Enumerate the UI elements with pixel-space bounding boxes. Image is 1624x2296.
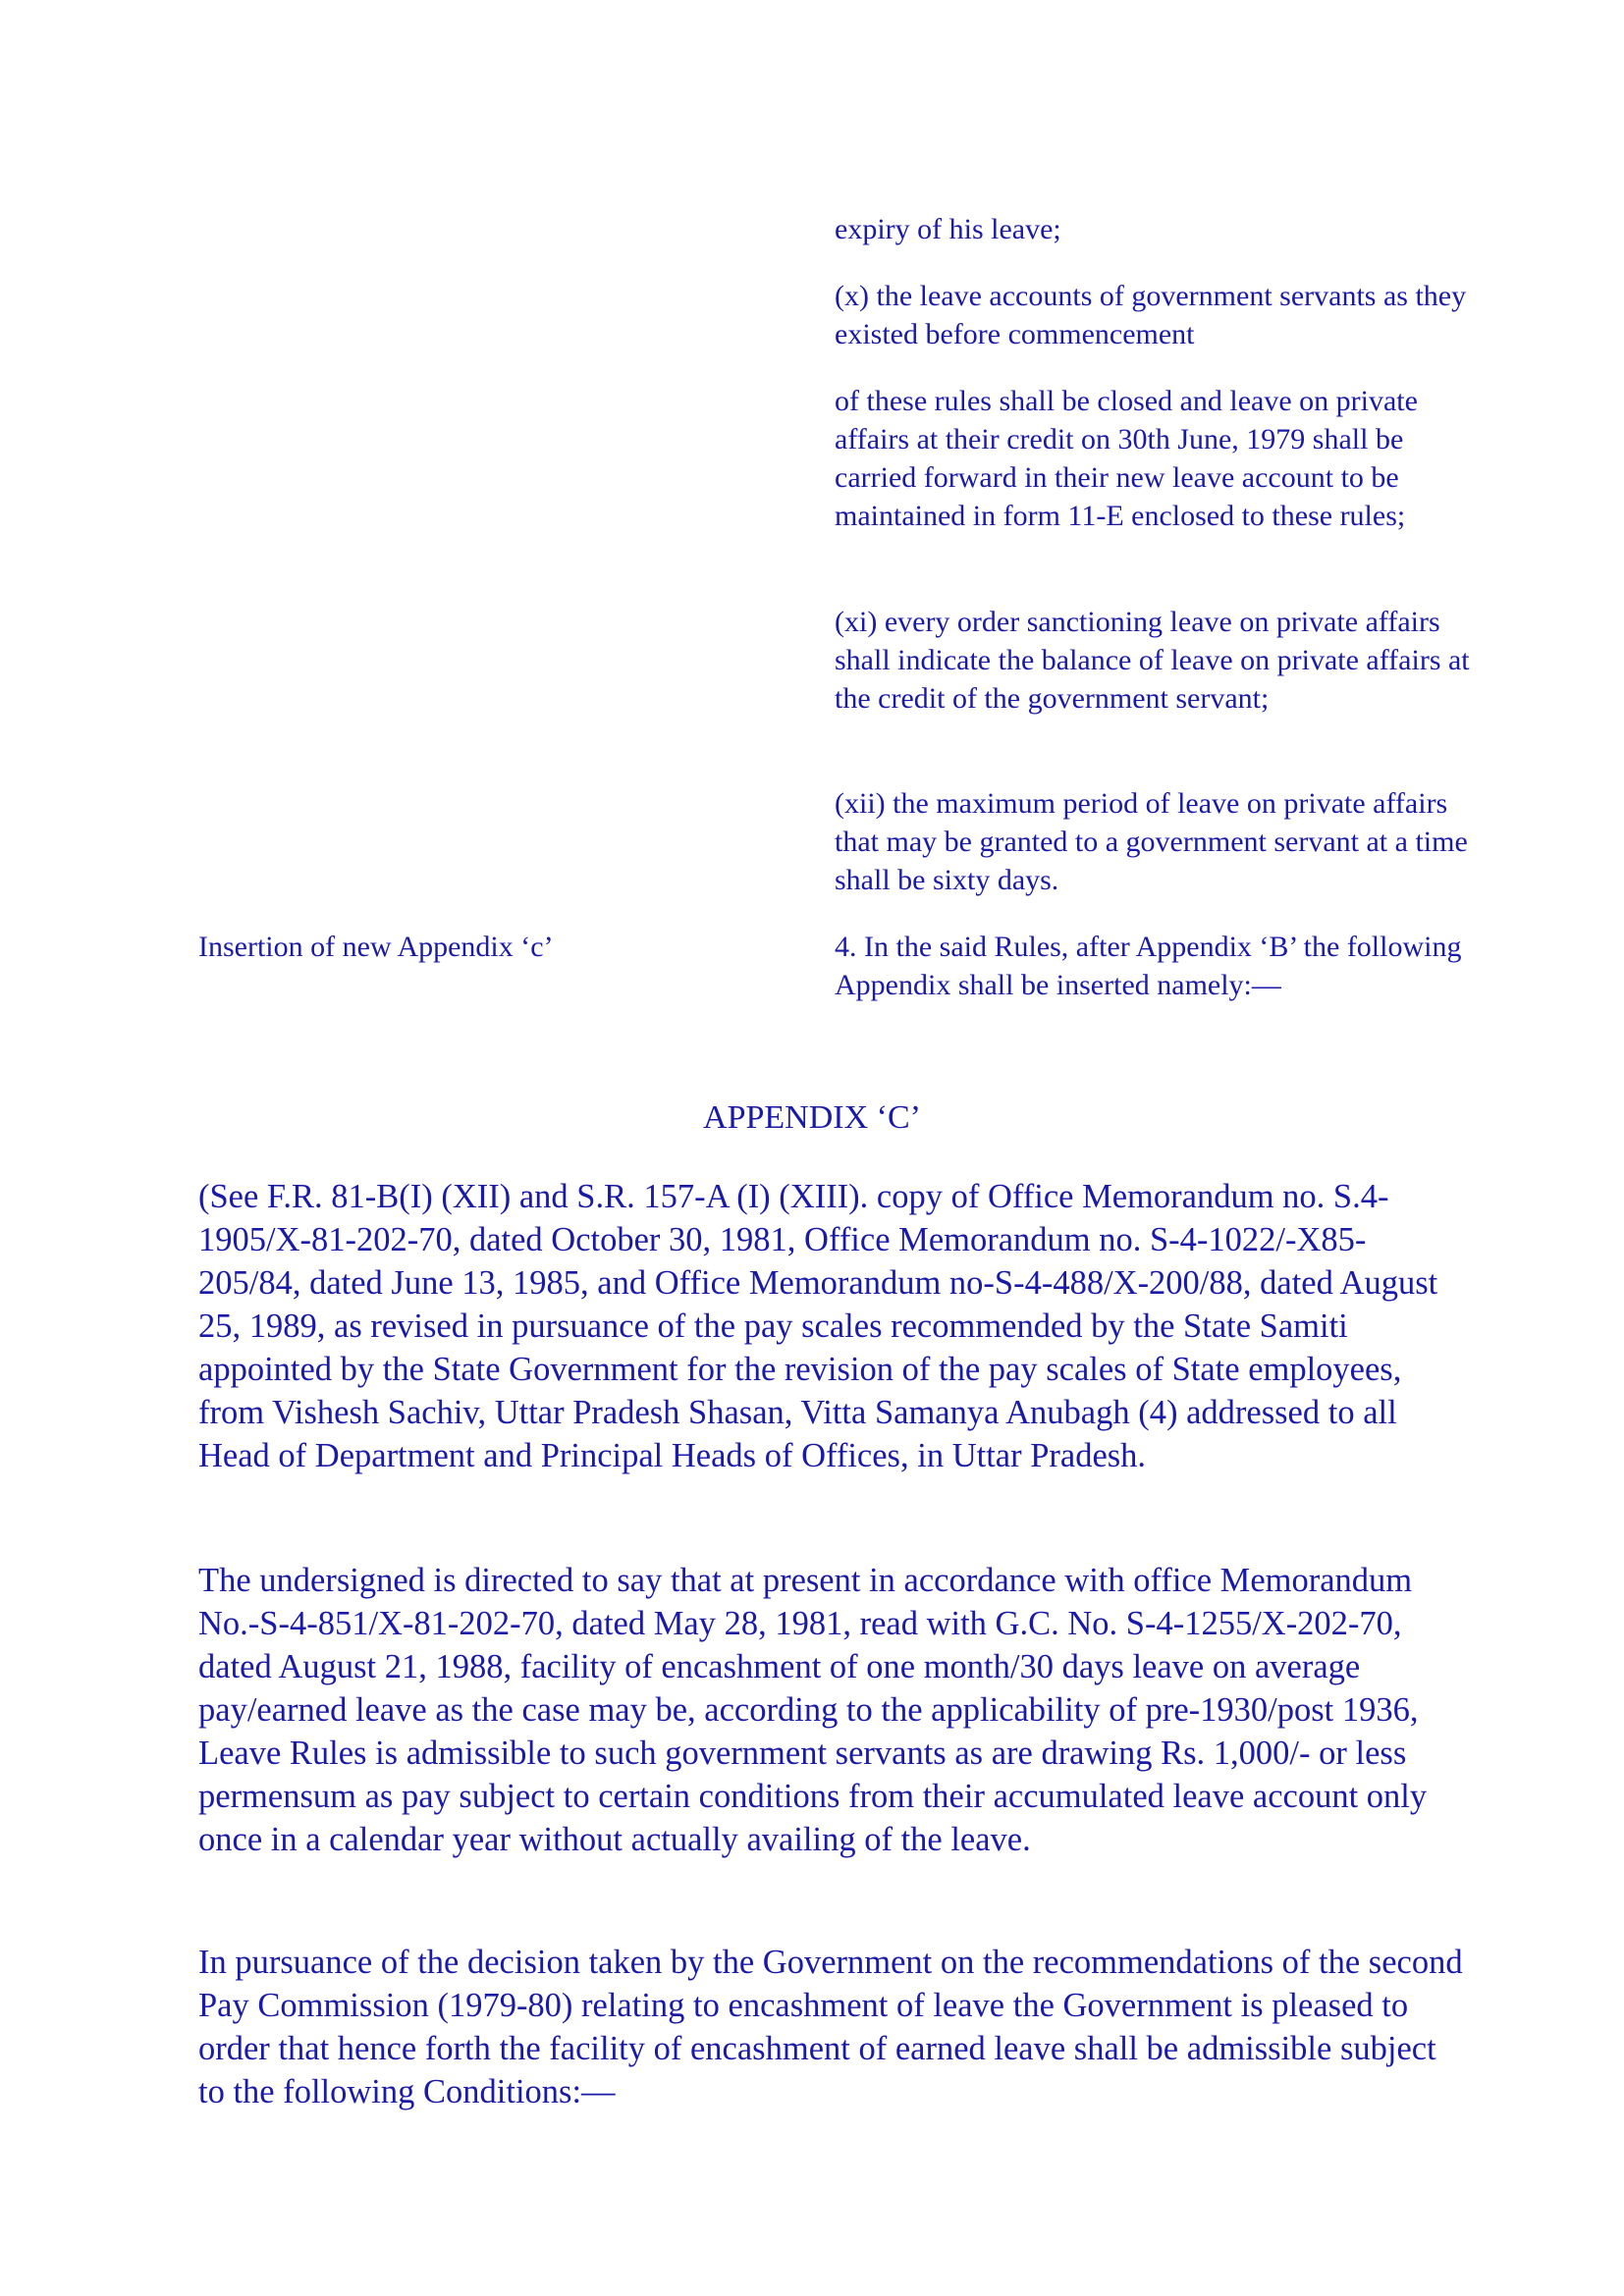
body-paragraph-3: In pursuance of the decision taken by the Government on the recommendations of the second Pay Commission (1979-80) relating to encashment of leave the Government is pleased to order that hence forth the facility of encashment of earned leave shall be admissible subject to the following Conditions:—	[198, 1944, 1463, 2110]
right-column-paragraph-1: expiry of his leave;	[835, 213, 1061, 245]
right-column-paragraph-2: (x) the leave accounts of government servants as they existed before commencement	[835, 280, 1467, 350]
body-paragraph-2: The undersigned is directed to say that at present in accordance with office Memorandum No.-S-4-851/X-81-202-70, dated May 28, 1981, read with G.C. No. S-4-1255/X-202-70, dated August 21, 1988, facility of encashment of one month/30 days leave on average pay/earned leave as the case may be, according to the applicability of pre-1930/post 1936, Leave Rules is admissible to such government servants as are drawing Rs. 1,000/- or less permensum as pay subject to certain conditions from their accumulated leave account only once in a calendar year without actually availing of the leave.	[198, 1562, 1428, 1858]
body-paragraph-1: (See F.R. 81-B(I) (XII) and S.R. 157-A (I) (XIII). copy of Office Memorandum no. S.4-1905/X-81-202-70, dated October 30, 1981, Office Memorandum no. S-4-1022/-X85-205/84, dated June 13, 1985, and Office Memorandum no-S-4-488/X-200/88, dated August 25, 1989, as revised in pursuance of the pay scales recommended by the State Samiti appointed by the State Government for the revision of the pay scales of State employees, from Vishesh Sachiv, Uttar Pradesh Shasan, Vitta Samanya Anubagh (4) addressed to all Head of Department and Principal Heads of Offices, in Uttar Pradesh.	[198, 1178, 1438, 1474]
right-column-paragraph-5: (xii) the maximum period of leave on private affairs that may be granted to a government servant at a time shall be sixty days.	[835, 787, 1468, 896]
right-column-paragraph-6: 4. In the said Rules, after Appendix ‘B’ the following Appendix shall be inserted namely:—	[835, 931, 1462, 1001]
right-column-paragraph-4: (xi) every order sanctioning leave on private affairs shall indicate the balance of leave on private affairs at the credit of the government servant;	[835, 606, 1470, 715]
right-column-paragraph-3: of these rules shall be closed and leave on private affairs at their credit on 30th June, 1979 shall be carried forward in their new leave account to be maintained in form 11-E enclosed to these rules;	[835, 385, 1418, 532]
appendix-heading: APPENDIX ‘C’	[703, 1099, 921, 1136]
margin-note: Insertion of new Appendix ‘c’	[198, 931, 554, 963]
